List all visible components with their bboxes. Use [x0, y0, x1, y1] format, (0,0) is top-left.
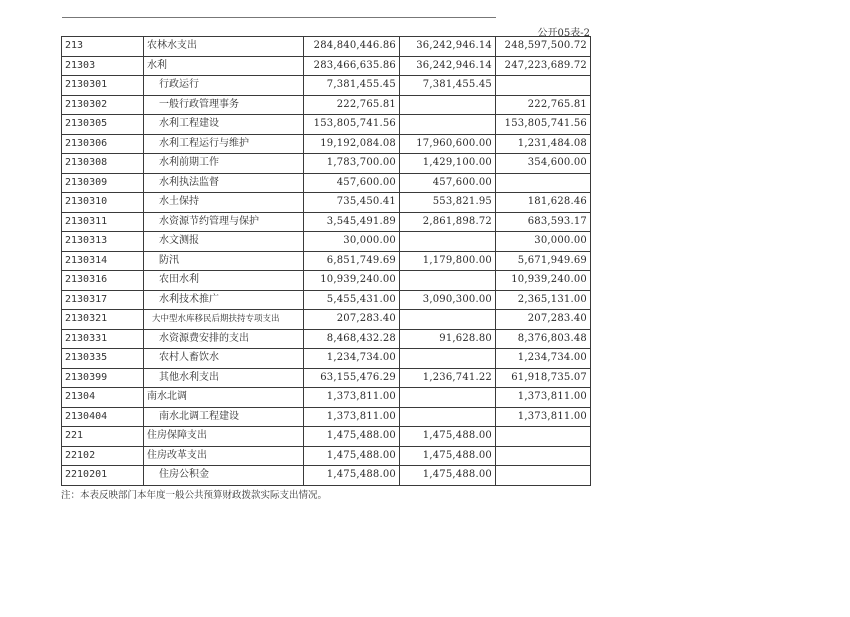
table-row	[62, 173, 591, 193]
subject-code-cell: 2130331	[62, 329, 144, 349]
table-row	[62, 407, 591, 427]
project-expenditure-cell: 222,765.81	[496, 95, 591, 115]
project-expenditure-cell: 247,223,689.72	[496, 56, 591, 76]
project-expenditure-cell: 10,939,240.00	[496, 271, 591, 291]
basic-expenditure-cell	[400, 232, 496, 252]
project-expenditure-cell	[496, 446, 591, 466]
subject-code-cell: 2130306	[62, 134, 144, 154]
table-row	[62, 271, 591, 291]
project-expenditure-cell: 2,365,131.00	[496, 290, 591, 310]
total-amount-cell: 19,192,084.08	[304, 134, 400, 154]
basic-expenditure-cell: 17,960,600.00	[400, 134, 496, 154]
project-expenditure-cell: 248,597,500.72	[496, 37, 591, 57]
project-expenditure-cell: 8,376,803.48	[496, 329, 591, 349]
subject-name-cell: 水利工程建设	[144, 115, 304, 135]
table-row	[62, 95, 591, 115]
total-amount-cell: 1,475,488.00	[304, 427, 400, 447]
total-amount-cell: 30,000.00	[304, 232, 400, 252]
table-body	[62, 37, 591, 486]
basic-expenditure-cell	[400, 271, 496, 291]
project-expenditure-cell: 30,000.00	[496, 232, 591, 252]
table-footnote: 注：本表反映部门本年度一般公共预算财政拨款实际支出情况。	[61, 490, 328, 501]
subject-code-cell: 2130305	[62, 115, 144, 135]
table-row	[62, 115, 591, 135]
total-amount-cell: 63,155,476.29	[304, 368, 400, 388]
total-amount-cell: 6,851,749.69	[304, 251, 400, 271]
subject-name-cell: 南水北调工程建设	[144, 407, 304, 427]
subject-code-cell: 2130310	[62, 193, 144, 213]
subject-name-cell: 住房公积金	[144, 466, 304, 486]
subject-code-cell: 2130317	[62, 290, 144, 310]
subject-name-cell: 大中型水库移民后期扶持专项支出	[144, 310, 304, 330]
basic-expenditure-cell: 7,381,455.45	[400, 76, 496, 96]
table-row	[62, 193, 591, 213]
subject-code-cell: 2130302	[62, 95, 144, 115]
table-row	[62, 466, 591, 486]
basic-expenditure-cell	[400, 115, 496, 135]
table-row	[62, 349, 591, 369]
table-row	[62, 212, 591, 232]
table-row	[62, 368, 591, 388]
table-row	[62, 56, 591, 76]
basic-expenditure-cell: 1,475,488.00	[400, 427, 496, 447]
table-row	[62, 290, 591, 310]
total-amount-cell: 207,283.40	[304, 310, 400, 330]
subject-code-cell: 2130314	[62, 251, 144, 271]
total-amount-cell: 1,373,811.00	[304, 407, 400, 427]
table-row	[62, 76, 591, 96]
basic-expenditure-cell: 553,821.95	[400, 193, 496, 213]
basic-expenditure-cell	[400, 349, 496, 369]
basic-expenditure-cell: 36,242,946.14	[400, 37, 496, 57]
subject-name-cell: 水文测报	[144, 232, 304, 252]
basic-expenditure-cell: 36,242,946.14	[400, 56, 496, 76]
table-row	[62, 329, 591, 349]
project-expenditure-cell	[496, 427, 591, 447]
project-expenditure-cell: 683,593.17	[496, 212, 591, 232]
basic-expenditure-cell: 3,090,300.00	[400, 290, 496, 310]
subject-code-cell: 2130313	[62, 232, 144, 252]
total-amount-cell: 3,545,491.89	[304, 212, 400, 232]
basic-expenditure-cell: 457,600.00	[400, 173, 496, 193]
subject-code-cell: 21304	[62, 388, 144, 408]
subject-name-cell: 行政运行	[144, 76, 304, 96]
table-row	[62, 446, 591, 466]
subject-name-cell: 农田水利	[144, 271, 304, 291]
basic-expenditure-cell: 1,475,488.00	[400, 466, 496, 486]
project-expenditure-cell: 1,234,734.00	[496, 349, 591, 369]
total-amount-cell: 457,600.00	[304, 173, 400, 193]
basic-expenditure-cell: 1,475,488.00	[400, 446, 496, 466]
total-amount-cell: 284,840,446.86	[304, 37, 400, 57]
table-row	[62, 427, 591, 447]
subject-name-cell: 水利前期工作	[144, 154, 304, 174]
subject-name-cell: 农村人畜饮水	[144, 349, 304, 369]
project-expenditure-cell: 61,918,735.07	[496, 368, 591, 388]
total-amount-cell: 10,939,240.00	[304, 271, 400, 291]
top-rule	[62, 17, 496, 18]
total-amount-cell: 153,805,741.56	[304, 115, 400, 135]
basic-expenditure-cell	[400, 407, 496, 427]
project-expenditure-cell: 181,628.46	[496, 193, 591, 213]
table-row	[62, 388, 591, 408]
subject-code-cell: 2130335	[62, 349, 144, 369]
total-amount-cell: 735,450.41	[304, 193, 400, 213]
subject-code-cell: 2130399	[62, 368, 144, 388]
subject-code-cell: 2130321	[62, 310, 144, 330]
project-expenditure-cell	[496, 173, 591, 193]
project-expenditure-cell: 207,283.40	[496, 310, 591, 330]
subject-name-cell: 住房保障支出	[144, 427, 304, 447]
project-expenditure-cell: 1,373,811.00	[496, 407, 591, 427]
subject-code-cell: 2130404	[62, 407, 144, 427]
project-expenditure-cell: 5,671,949.69	[496, 251, 591, 271]
subject-code-cell: 2130309	[62, 173, 144, 193]
basic-expenditure-cell: 1,236,741.22	[400, 368, 496, 388]
subject-name-cell: 水利技术推广	[144, 290, 304, 310]
total-amount-cell: 1,783,700.00	[304, 154, 400, 174]
basic-expenditure-cell	[400, 95, 496, 115]
table-row	[62, 232, 591, 252]
subject-name-cell: 水资源节约管理与保护	[144, 212, 304, 232]
subject-code-cell: 22102	[62, 446, 144, 466]
subject-code-cell: 213	[62, 37, 144, 57]
total-amount-cell: 5,455,431.00	[304, 290, 400, 310]
sheet-label: 公开05表-2	[537, 28, 590, 39]
table-row	[62, 251, 591, 271]
table-row	[62, 154, 591, 174]
project-expenditure-cell: 354,600.00	[496, 154, 591, 174]
subject-code-cell: 2210201	[62, 466, 144, 486]
total-amount-cell: 8,468,432.28	[304, 329, 400, 349]
basic-expenditure-cell: 2,861,898.72	[400, 212, 496, 232]
total-amount-cell: 1,234,734.00	[304, 349, 400, 369]
basic-expenditure-cell: 1,429,100.00	[400, 154, 496, 174]
subject-name-cell: 防汛	[144, 251, 304, 271]
subject-code-cell: 2130308	[62, 154, 144, 174]
basic-expenditure-cell: 91,628.80	[400, 329, 496, 349]
table-row	[62, 310, 591, 330]
expenditure-table	[61, 36, 591, 486]
project-expenditure-cell: 153,805,741.56	[496, 115, 591, 135]
subject-name-cell: 水土保持	[144, 193, 304, 213]
basic-expenditure-cell	[400, 388, 496, 408]
project-expenditure-cell	[496, 76, 591, 96]
project-expenditure-cell: 1,231,484.08	[496, 134, 591, 154]
basic-expenditure-cell: 1,179,800.00	[400, 251, 496, 271]
subject-code-cell: 21303	[62, 56, 144, 76]
project-expenditure-cell: 1,373,811.00	[496, 388, 591, 408]
subject-name-cell: 南水北调	[144, 388, 304, 408]
subject-code-cell: 2130301	[62, 76, 144, 96]
subject-name-cell: 水利	[144, 56, 304, 76]
subject-name-cell: 住房改革支出	[144, 446, 304, 466]
total-amount-cell: 7,381,455.45	[304, 76, 400, 96]
subject-name-cell: 水资源费安排的支出	[144, 329, 304, 349]
total-amount-cell: 222,765.81	[304, 95, 400, 115]
subject-name-cell: 水利工程运行与维护	[144, 134, 304, 154]
total-amount-cell: 283,466,635.86	[304, 56, 400, 76]
total-amount-cell: 1,475,488.00	[304, 446, 400, 466]
subject-code-cell: 2130316	[62, 271, 144, 291]
subject-name-cell: 水利执法监督	[144, 173, 304, 193]
subject-name-cell: 一般行政管理事务	[144, 95, 304, 115]
subject-code-cell: 2130311	[62, 212, 144, 232]
subject-name-cell: 农林水支出	[144, 37, 304, 57]
total-amount-cell: 1,373,811.00	[304, 388, 400, 408]
subject-code-cell: 221	[62, 427, 144, 447]
table-row	[62, 134, 591, 154]
table-row	[62, 37, 591, 57]
basic-expenditure-cell	[400, 310, 496, 330]
project-expenditure-cell	[496, 466, 591, 486]
total-amount-cell: 1,475,488.00	[304, 466, 400, 486]
subject-name-cell: 其他水利支出	[144, 368, 304, 388]
